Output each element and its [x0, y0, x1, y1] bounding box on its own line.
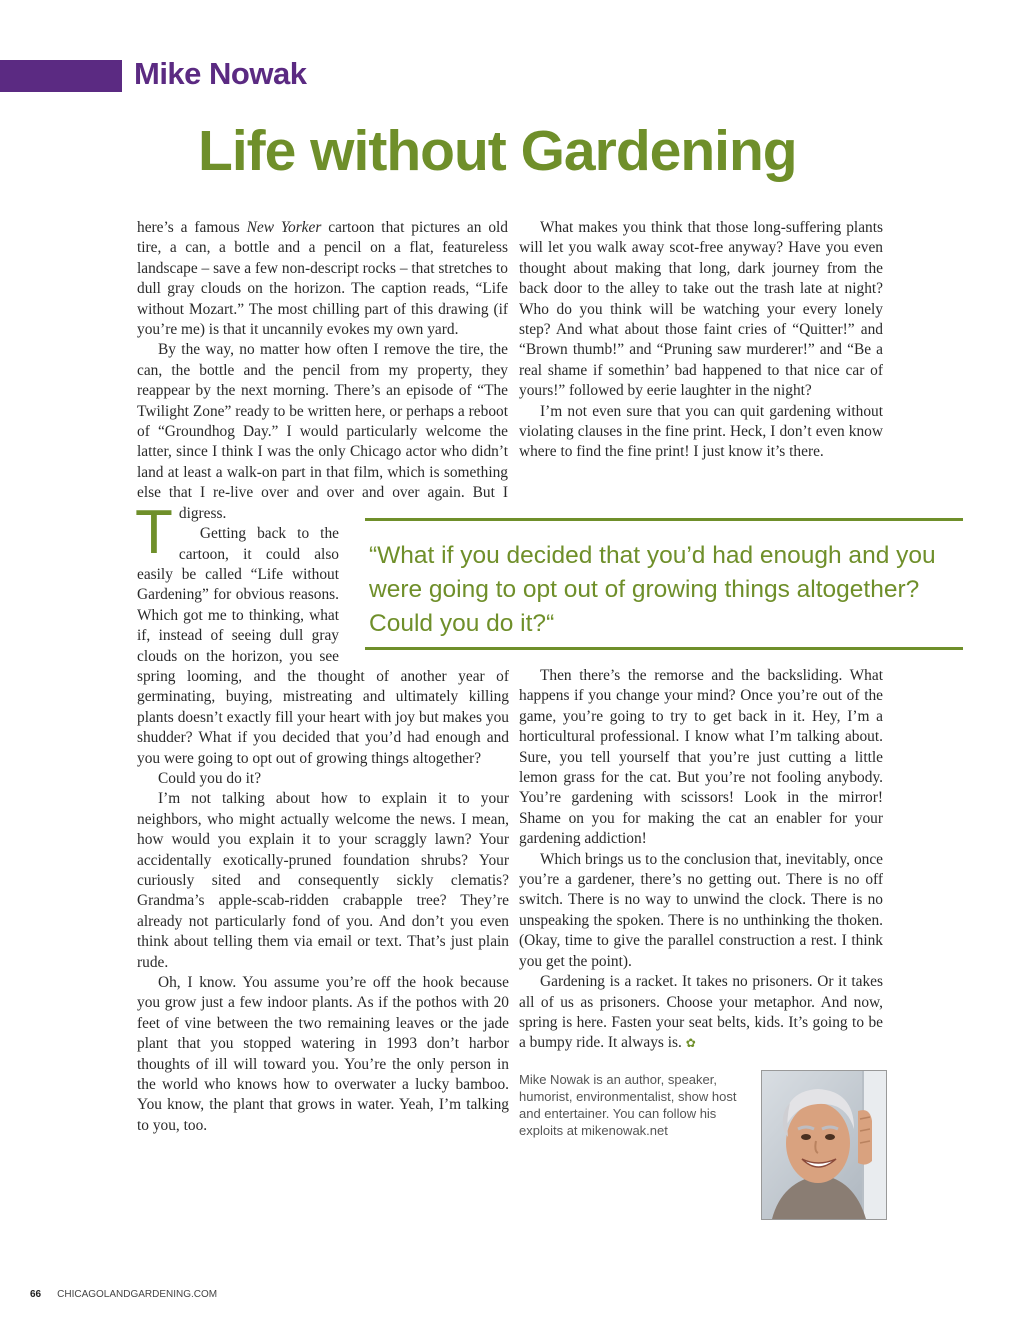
paragraph: Then there’s the remorse and the backsliding. What happens if you change your mind? Once you’re out of the game, you’re going to try to get back in it. Hey, I’m a horticultural professional. I know what I’m talking about. Sure, you tell yourself that you’re just cutting a little lemon grass for the cat. But you’re not fooling anybody. You’re gardening with scissors! Look in the mirror! Shame on you for making the cat an enabler for your gardening addiction! [519, 667, 883, 848]
pull-quote-text: “What if you decided that you’d had enough and you were going to opt out of growing things altogether? Could you do it?“ [369, 542, 936, 637]
page-footer [30, 1289, 217, 1300]
paragraph: Could you do it? [158, 769, 262, 787]
paragraph: Oh, I know. You assume you’re off the hook because you grow just a few indoor plants. As if the pothos with 20 feet of vine between the two remaining leaves or the jade plant that you stopped watering in 1993 don’t harbor thoughts of ill will toward you. You’re the only person in the world who knows how to overwater a lucky bamboo. You know, the plant that grows in water. Yeah, I’m talking to you, too. [137, 974, 509, 1134]
paragraph: Which brings us to the conclusion that, inevitably, once you’re a gardener, there’s no getting out. There is no off switch. There is no way to unwind the clock. There is no unspeaking the spoken. There is no unthinking the thoken. (Okay, time to give the parallel construction a rest. I think you get the point). [519, 850, 883, 970]
paragraph: Getting back to the cartoon, it could also easily be called “Life without Gardening” for obvious reasons. Which got me to thinking, what if, instead of seeing dull gray clouds on the horizon, you see spring looming, and the thought of another year of germinating, buying, mistreating and ultimately killing plants doesn’t exactly fill your heart with joy but makes you shudder? What if you decided that you’d had enough and you were going to opt out of growing things altogether? [137, 525, 509, 767]
footer-site: CHICAGOLANDGARDENING.COM [57, 1289, 218, 1300]
page-number: 66 [30, 1289, 42, 1300]
author-name: Mike Nowak [134, 56, 307, 91]
author-photo [761, 1070, 887, 1220]
author-bar [0, 60, 122, 92]
article-column-right-top [519, 218, 883, 463]
drop-cap: T [135, 498, 173, 567]
author-portrait-illustration [762, 1071, 886, 1219]
article-column-right-bottom [519, 666, 883, 1054]
paragraph: Gardening is a racket. It takes no prisoners. Or it takes all of us as prisoners. Choose your metaphor. And now, spring is here. Fasten your seat belts, kids. It’s going to be a bumpy ride. It always is. ✿ [519, 973, 883, 1052]
paragraph: What makes you think that those long-suffering plants will let you walk away scot-free anyway? Have you even thought about making that long, dark journey from the back door to the alley to take out the trash late at night? Who do you think will be watching your every lonely step? And what about those faint cries of “Quitter!” and “Brown thumb!” and “Pruning saw murderer!” and “Be a real shame if somethin’ bad happened to that nice car of yours!” followed by eerie laughter in the night? [519, 219, 883, 400]
leaf-end-icon: ✿ [685, 1036, 696, 1051]
paragraph: I’m not talking about how to explain it to your neighbors, who might actually welcome the news. I mean, how would you explain it to your scraggly lawn? Your accidentally exotically-pruned foundation shrubs? Your curiously sited and consequently sickly clematis? Grandma’s apple-scab-ridden crabapple tree? They’re already not particularly fond of you. And don’t you even think about telling them via email or text. That’s just plain rude. [137, 790, 509, 971]
publication-name: New Yorker [246, 219, 322, 236]
paragraph: T here’s a famous New Yorker cartoon that pictures an old tire, a can, a bottle and a pencil on a flat, featureless landscape – save a few non-descript rocks – that stretches to dull gray clouds on the horizon. The caption reads, “Life without Mozart.” The most chilling part of this drawing (if you’re me) is that it uncannily evokes my own yard. [135, 219, 508, 567]
article-column-left [137, 218, 509, 1136]
paragraph: By the way, no matter how often I remove the tire, the can, the bottle and the pencil from my property, they reappear by the next morning. There’s an episode of “The Twilight Zone” ready to be written here, or perhaps a reboot of “Groundhog Day.” I would particularly welcome the latter, since I think I was the only Chicago actor who didn’t land at least a walk-on part in that film, which is something else that I re-live over and over and over again. But I digress. [137, 341, 508, 522]
article-title: Life without Gardening [198, 119, 797, 183]
pull-quote [365, 518, 963, 650]
paragraph: I’m not even sure that you can quit gardening without violating clauses in the fine print. Heck, I don’t even know where to find the fine print! I just know it’s there. [519, 402, 883, 461]
author-bio: Mike Nowak is an author, speaker, humorist, environmentalist, show host and entertainer. You can follow his exploits at mikenowak.net [519, 1072, 737, 1138]
